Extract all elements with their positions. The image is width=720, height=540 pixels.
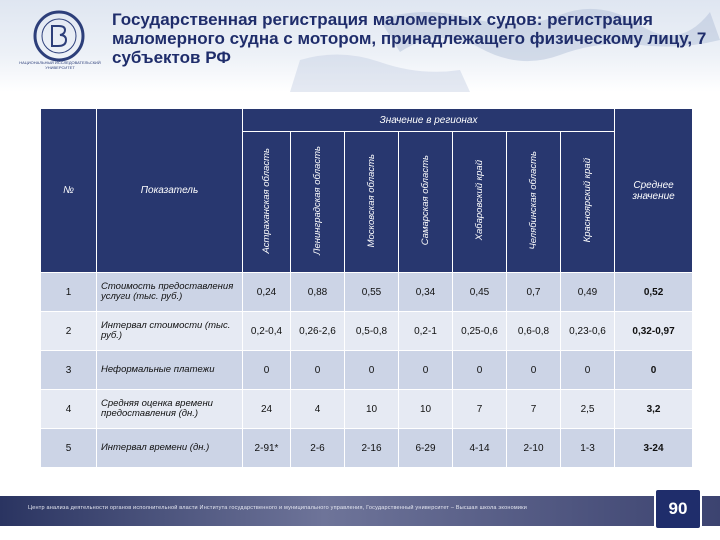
cell-value: 2-91* (243, 429, 291, 468)
table-row (41, 390, 693, 429)
cell-value: 4-14 (453, 429, 507, 468)
region-header: Челябинская область (507, 132, 561, 273)
university-logo (16, 6, 102, 84)
col-header-no: № (41, 109, 97, 273)
cell-value: 0 (345, 351, 399, 390)
page-number: 90 (654, 488, 702, 530)
cell-value: 0,34 (399, 273, 453, 312)
cell-average: 0,32-0,97 (615, 312, 693, 351)
cell-value: 0,2-1 (399, 312, 453, 351)
logo-caption: НАЦИОНАЛЬНЫЙ ИССЛЕДОВАТЕЛЬСКИЙ УНИВЕРСИТЕТ (19, 60, 101, 70)
cell-average: 0 (615, 351, 693, 390)
cell-value: 0,49 (561, 273, 615, 312)
cell-value: 0 (453, 351, 507, 390)
row-indicator: Интервал времени (дн.) (97, 429, 243, 468)
cell-value: 0,2-0,4 (243, 312, 291, 351)
table-row (41, 273, 693, 312)
cell-value: 24 (243, 390, 291, 429)
row-number: 2 (41, 312, 97, 351)
cell-value: 0 (243, 351, 291, 390)
row-number: 1 (41, 273, 97, 312)
cell-value: 0,55 (345, 273, 399, 312)
cell-value: 7 (507, 390, 561, 429)
cell-value: 10 (399, 390, 453, 429)
slide-footer (0, 496, 720, 526)
table-row (41, 351, 693, 390)
cell-value: 0,45 (453, 273, 507, 312)
region-header: Самарская область (399, 132, 453, 273)
cell-value: 0,26-2,6 (291, 312, 345, 351)
row-number: 4 (41, 390, 97, 429)
row-indicator: Интервал стоимости (тыс. руб.) (97, 312, 243, 351)
row-indicator: Средняя оценка времени предоставления (дн.) (97, 390, 243, 429)
cell-value: 6-29 (399, 429, 453, 468)
cell-value: 2-16 (345, 429, 399, 468)
region-header: Красноярский край (561, 132, 615, 273)
row-indicator: Стоимость предоставления услуги (тыс. руб.) (97, 273, 243, 312)
slide-title: Государственная регистрация маломерных судов: регистрация маломерного судна с мотором, принадлежащего физическому лицу, 7 субъектов РФ (112, 10, 707, 67)
slide-header (0, 0, 720, 92)
region-header: Московская область (345, 132, 399, 273)
region-header: Астраханская область (243, 132, 291, 273)
cell-average: 0,52 (615, 273, 693, 312)
cell-value: 1-3 (561, 429, 615, 468)
cell-value: 2,5 (561, 390, 615, 429)
cell-value: 0,25-0,6 (453, 312, 507, 351)
cell-value: 7 (453, 390, 507, 429)
region-header: Ленинградская область (291, 132, 345, 273)
cell-average: 3,2 (615, 390, 693, 429)
cell-value: 0,6-0,8 (507, 312, 561, 351)
cell-value: 0 (291, 351, 345, 390)
table-row (41, 312, 693, 351)
row-number: 5 (41, 429, 97, 468)
row-indicator: Неформальные платежи (97, 351, 243, 390)
cell-value: 0,7 (507, 273, 561, 312)
cell-value: 0 (399, 351, 453, 390)
cell-value: 0,23-0,6 (561, 312, 615, 351)
col-header-average: Среднее значение (615, 109, 693, 273)
cell-value: 2-10 (507, 429, 561, 468)
cell-value: 4 (291, 390, 345, 429)
col-header-indicator: Показатель (97, 109, 243, 273)
cell-value: 10 (345, 390, 399, 429)
footer-text: Центр анализа деятельности органов исполнительной власти Института государственного и муниципального управления, Государственный университет – Высшая школа экономики (28, 505, 527, 511)
cell-value: 0 (507, 351, 561, 390)
cell-value: 2-6 (291, 429, 345, 468)
table-row (41, 429, 693, 468)
cell-average: 3-24 (615, 429, 693, 468)
row-number: 3 (41, 351, 97, 390)
cell-value: 0 (561, 351, 615, 390)
cell-value: 0,88 (291, 273, 345, 312)
data-table (40, 108, 692, 468)
cell-value: 0,24 (243, 273, 291, 312)
cell-value: 0,5-0,8 (345, 312, 399, 351)
region-header: Хабаровский край (453, 132, 507, 273)
group-header-regions: Значение в регионах (243, 109, 615, 132)
